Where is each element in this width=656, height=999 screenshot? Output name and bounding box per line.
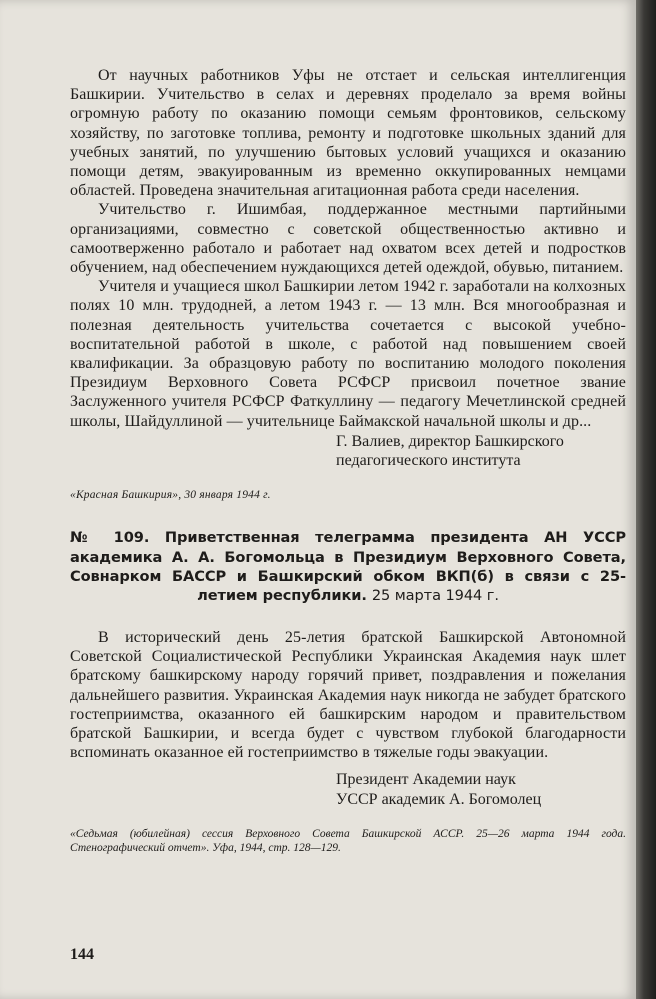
- page-content: [70, 66, 626, 855]
- document-title: № 109. Приветственная телеграмма президента АН УССР академика А. А. Богомольца в Президиум Верховного Совета, Совнарком БАССР и Башкирский обком ВКП(б) в связи с 25-летием республики.: [70, 529, 626, 605]
- page-number: 144: [70, 946, 94, 963]
- source-citation: «Красная Башкирия», 30 января 1944 г.: [70, 489, 271, 502]
- source-citation: «Седьмая (юбилейная) сессия Верховного Совета Башкирской АССР. 25—26 марта 1944 года. Стенографический отчет». Уфа, 1944, стр. 128—129.: [70, 827, 626, 854]
- paragraph: Учителя и учащиеся школ Башкирии летом 1942 г. заработали на колхозных полях 10 млн. трудодней, а летом 1943 г. — 13 млн. Вся многообразная и полезная деятельность учительства сочетается с высокой учебно-воспитательной работой в школе, с работой над повышением своей квалификации. За образцовую работу по воспитанию молодого поколения Президиум Верховного Совета РСФСР присвоил почетное звание Заслуженного учителя РСФСР Фаткуллину — педагогу Мечетлинской средней школы, Шайдуллиной — учительнице Баймакской начальной школы и др...: [70, 278, 626, 430]
- document-date: 25 марта 1944 г.: [371, 587, 499, 605]
- signature-valiev: [70, 432, 626, 470]
- signature-bogomolets: [70, 770, 626, 808]
- signature-line: УССР академик А. Богомолец: [336, 790, 542, 808]
- signature-line: Г. Валиев, директор Башкирского: [336, 432, 564, 450]
- book-edge: [636, 0, 656, 999]
- paragraph: В исторический день 25-летия братской Башкирской Автономной Советской Социалистической Республики Украинская Академия наук шлет братскому башкирскому народу горячий привет, поздравления и пожелания дальнейшего развития. Украинская Академия наук никогда не забудет братского гостеприимства, оказанного ей башкирским народом и правительством братской Башкирии, и всегда будет с чувством глубокой благодарности вспоминать оказанное ей гостеприимство в тяжелые годы эвакуации.: [70, 628, 626, 762]
- paragraph: Учительство г. Ишимбая, поддержанное местными партийными организациями, совместно с советской общественностью активно и самоотверженно работало и работает над охватом всех детей и подростков обучением, над обеспечением нуждающихся детей одеждой, обувью, питанием.: [70, 201, 626, 277]
- paragraph: От научных работников Уфы не отстает и сельская интеллигенция Башкирии. Учительство в селах и деревнях проделало за время войны огромную работу по оказанию помощи семьям фронтовиков, сельскому хозяйству, по заготовке топлива, ремонту и подготовке школьных зданий для учебных занятий, по улучшению бытовых условий учащихся и оказанию помощи детям, эвакуированным из временно оккупированных немцами областей. Проведена значительная агитационная работа среди населения.: [70, 67, 626, 200]
- document-heading: [70, 528, 626, 606]
- signature-line: Президент Академии наук: [336, 771, 516, 789]
- signature-line: педагогического института: [336, 452, 521, 470]
